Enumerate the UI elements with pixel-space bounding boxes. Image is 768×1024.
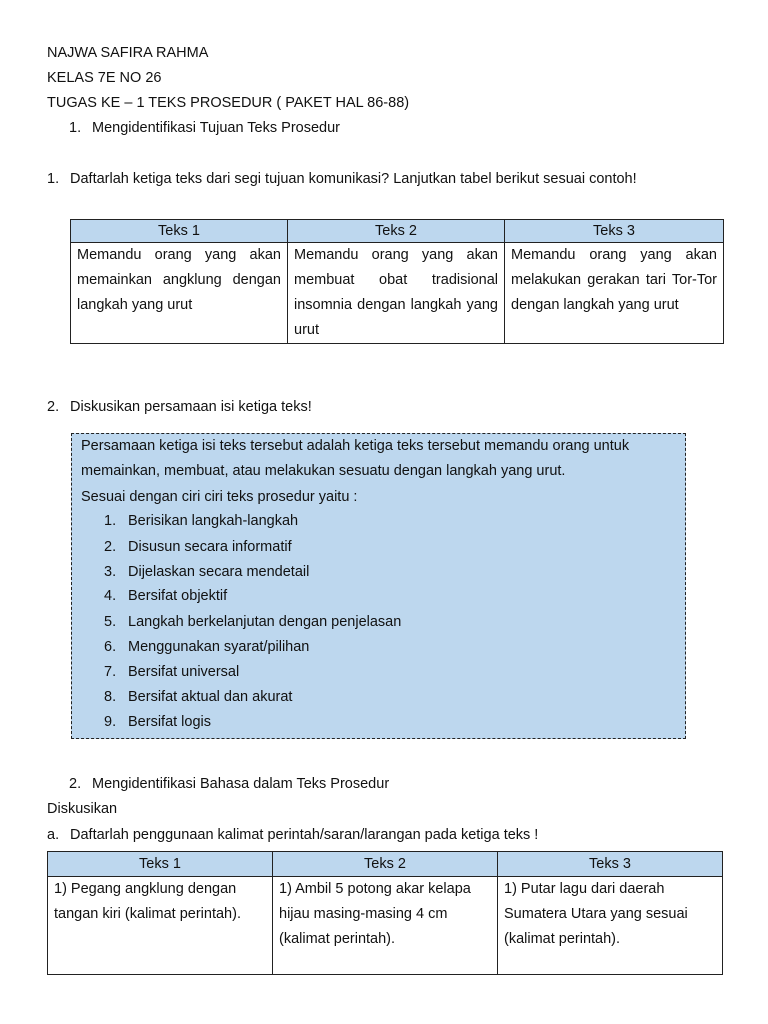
table-header: Teks 3 (498, 852, 723, 877)
list-item: 6. Menggunakan syarat/pilihan (104, 639, 310, 655)
task-title: TUGAS KE – 1 TEKS PROSEDUR ( PAKET HAL 86-88) (47, 95, 410, 111)
section-2-heading (69, 775, 389, 793)
list-item: 5. Langkah berkelanjutan dengan penjelasan (104, 614, 402, 630)
list-item: 7. Bersifat universal (104, 664, 240, 680)
section-2-number: 2. (69, 776, 82, 792)
question-1-number: 1. (47, 171, 60, 187)
student-name: NAJWA SAFIRA RAHMA (47, 45, 209, 61)
question-a (47, 826, 538, 844)
table-header: Teks 1 (48, 852, 273, 877)
table-header: Teks 3 (505, 220, 724, 243)
table-header: Teks 1 (71, 220, 288, 243)
list-item: 9. Bersifat logis (104, 714, 212, 730)
table-cell: Memandu orang yang akan melakukan gerakan tari Tor-Tor dengan langkah yang urut (505, 243, 724, 344)
question-2-text: Diskusikan persamaan isi ketiga teks! (70, 399, 312, 415)
question-2 (47, 398, 312, 416)
question-2-number: 2. (47, 399, 60, 415)
table-header: Teks 2 (288, 220, 505, 243)
table-cell: 1) Pegang angklung dengan tangan kiri (kalimat perintah). (48, 877, 273, 975)
student-class: KELAS 7E NO 26 (47, 70, 162, 86)
answer-box (71, 433, 686, 739)
list-item: 3. Dijelaskan secara mendetail (104, 564, 310, 580)
question-a-label: a. (47, 827, 60, 843)
answer-intro: Sesuai dengan ciri ciri teks prosedur yaitu : (81, 489, 358, 505)
answer-paragraph: Persamaan ketiga isi teks tersebut adalah ketiga teks tersebut memandu orang untuk memainkan, membuat, atau melakukan sesuatu dengan langkah yang urut. (81, 438, 630, 480)
list-item: 8. Bersifat aktual dan akurat (104, 689, 293, 705)
table-header-row (48, 852, 723, 877)
question-1-text: Daftarlah ketiga teks dari segi tujuan komunikasi? Lanjutkan tabel berikut sesuai contoh! (70, 171, 637, 187)
section-2-title: Mengidentifikasi Bahasa dalam Teks Prosedur (92, 776, 390, 792)
list-item: 1. Berisikan langkah-langkah (104, 513, 299, 529)
discussion-label: Diskusikan (47, 801, 118, 817)
sentence-table (47, 851, 723, 975)
question-1 (47, 170, 637, 188)
table-row (71, 243, 724, 344)
table-cell: Memandu orang yang akan membuat obat tradisional insomnia dengan langkah yang urut (288, 243, 505, 344)
question-a-text: Daftarlah penggunaan kalimat perintah/saran/larangan pada ketiga teks ! (70, 827, 539, 843)
table-row (48, 877, 723, 975)
section-1-number: 1. (69, 120, 82, 136)
table-header: Teks 2 (273, 852, 498, 877)
section-1-heading (69, 119, 340, 137)
table-header-row (71, 220, 724, 243)
list-item: 2. Disusun secara informatif (104, 539, 292, 555)
section-1-title: Mengidentifikasi Tujuan Teks Prosedur (92, 120, 340, 136)
table-cell: 1) Ambil 5 potong akar kelapa hijau masing-masing 4 cm (kalimat perintah). (273, 877, 498, 975)
table-cell: Memandu orang yang akan memainkan angklung dengan langkah yang urut (71, 243, 288, 344)
list-item: 4. Bersifat objektif (104, 588, 228, 604)
purpose-table (70, 219, 724, 344)
table-cell: 1) Putar lagu dari daerah Sumatera Utara yang sesuai (kalimat perintah). (498, 877, 723, 975)
